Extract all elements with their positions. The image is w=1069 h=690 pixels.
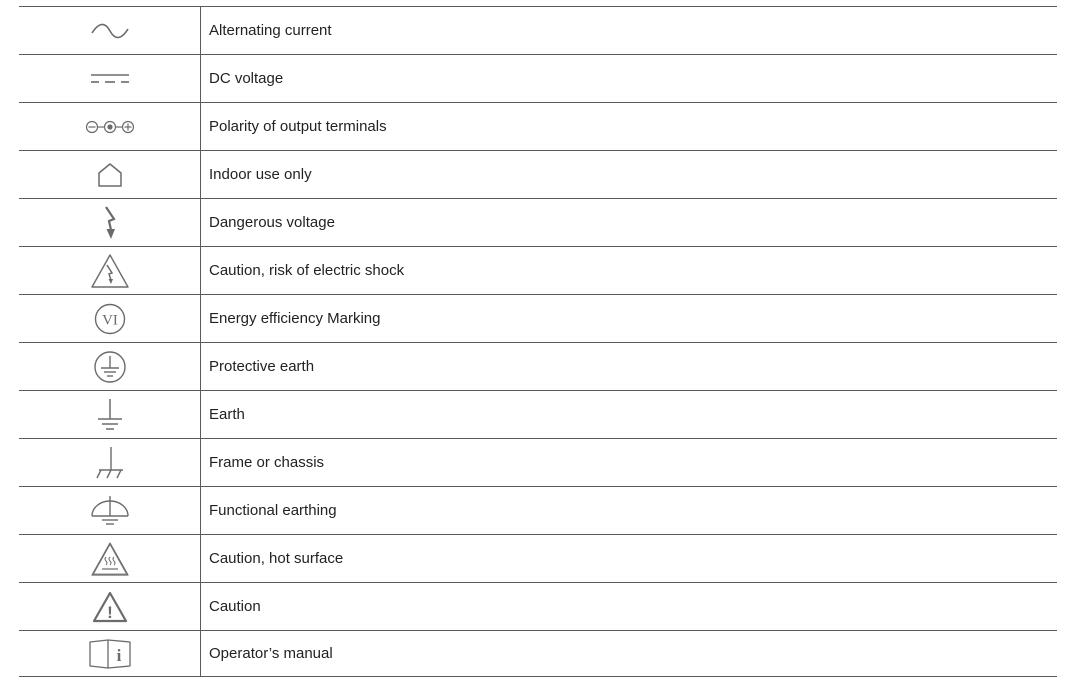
- svg-text:!: !: [106, 602, 113, 622]
- icon-cell: [19, 55, 201, 103]
- symbols-table: [19, 6, 1057, 677]
- icon-cell: [19, 151, 201, 199]
- energy-efficiency-vi-icon: [93, 302, 127, 336]
- symbol-description: Caution: [201, 583, 1058, 631]
- icon-cell: [19, 343, 201, 391]
- symbol-description: DC voltage: [201, 55, 1058, 103]
- table-row: [19, 199, 1057, 247]
- table-row: [19, 295, 1057, 343]
- caution-warning-icon: [92, 591, 128, 623]
- icon-cell: [19, 295, 201, 343]
- table-row: [19, 487, 1057, 535]
- icon-cell: [19, 199, 201, 247]
- symbol-description: Frame or chassis: [201, 439, 1058, 487]
- polarity-icon: [84, 119, 136, 135]
- icon-cell: [19, 631, 201, 677]
- svg-text:VI: VI: [101, 312, 118, 328]
- symbol-description: Alternating current: [201, 7, 1058, 55]
- symbol-description: Operator’s manual: [201, 631, 1058, 677]
- icon-cell: [19, 247, 201, 295]
- symbol-description: Indoor use only: [201, 151, 1058, 199]
- hot-surface-warning-icon: [90, 541, 130, 577]
- dc-voltage-icon: [89, 71, 131, 87]
- table-row: [19, 7, 1057, 55]
- table-row: [19, 247, 1057, 295]
- table-row: [19, 439, 1057, 487]
- alternating-current-icon: [89, 20, 131, 42]
- symbol-description: Dangerous voltage: [201, 199, 1058, 247]
- icon-cell: [19, 103, 201, 151]
- icon-cell: [19, 487, 201, 535]
- icon-cell: [19, 583, 201, 631]
- table-row: [19, 55, 1057, 103]
- icon-cell: [19, 439, 201, 487]
- symbol-description: Polarity of output terminals: [201, 103, 1058, 151]
- table-row: [19, 535, 1057, 583]
- electric-shock-warning-icon: [90, 253, 130, 289]
- symbol-description: Functional earthing: [201, 487, 1058, 535]
- icon-cell: [19, 7, 201, 55]
- icon-cell: [19, 391, 201, 439]
- lightning-bolt-icon: [101, 206, 119, 240]
- functional-earthing-icon: [89, 494, 131, 528]
- svg-text:i: i: [116, 645, 121, 665]
- symbol-description: Earth: [201, 391, 1058, 439]
- table-row: [19, 583, 1057, 631]
- indoor-house-icon: [96, 162, 124, 188]
- protective-earth-icon: [92, 349, 128, 385]
- symbol-description: Caution, hot surface: [201, 535, 1058, 583]
- table-row: [19, 343, 1057, 391]
- table-row: [19, 151, 1057, 199]
- table-row: [19, 391, 1057, 439]
- operators-manual-icon: [88, 639, 132, 669]
- earth-icon: [95, 397, 125, 433]
- symbol-description: Energy efficiency Marking: [201, 295, 1058, 343]
- table-row: [19, 103, 1057, 151]
- symbol-description: Protective earth: [201, 343, 1058, 391]
- table-row: [19, 631, 1057, 677]
- symbol-description: Caution, risk of electric shock: [201, 247, 1058, 295]
- frame-chassis-icon: [94, 445, 126, 481]
- icon-cell: [19, 535, 201, 583]
